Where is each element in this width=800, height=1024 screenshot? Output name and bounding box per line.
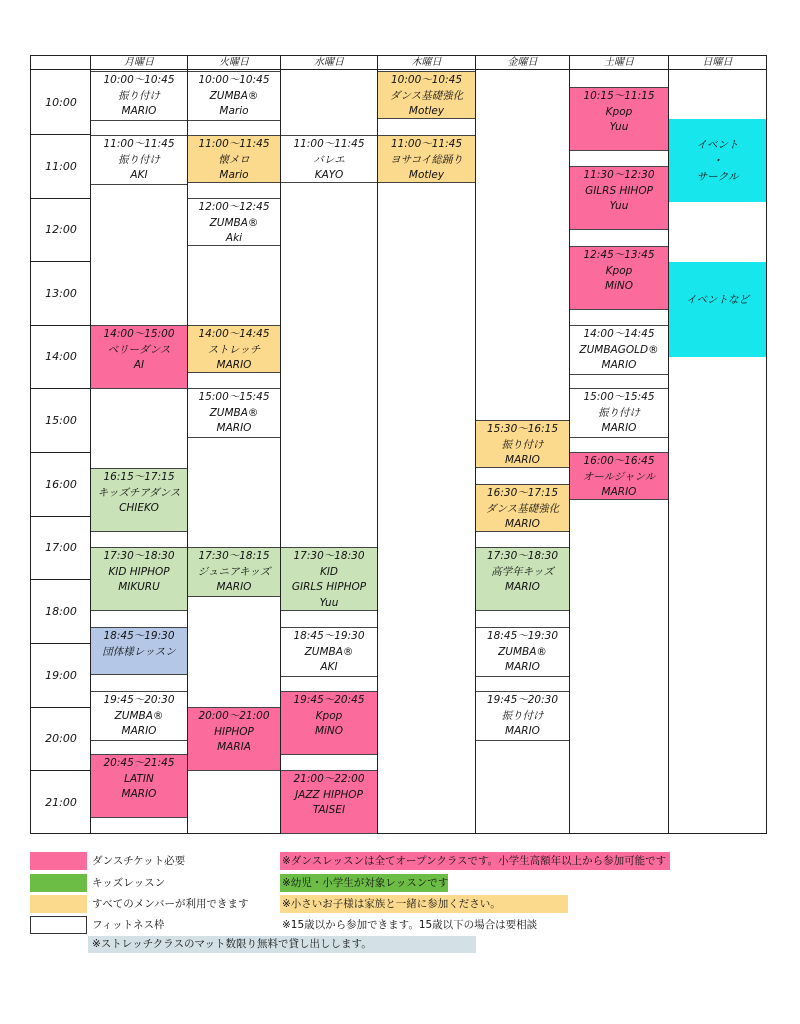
class-instructor: MARIO: [121, 105, 157, 117]
class-name: ダンス基礎強化: [389, 89, 464, 102]
class-block[interactable]: [570, 452, 668, 500]
class-name: ZUMBA®: [209, 89, 259, 102]
class-block[interactable]: [570, 325, 668, 375]
class-instructor: MARIO: [505, 661, 540, 673]
class-time: 14:00～15:00: [103, 328, 175, 340]
row-divider: [31, 452, 91, 453]
class-instructor: MARIO: [505, 518, 540, 530]
class-name: KID HIPHOP: [108, 565, 170, 578]
legend-swatch-yellow: [30, 895, 87, 913]
class-name: 振り付け: [118, 153, 160, 166]
event-dot: ・: [712, 155, 723, 167]
class-time: 18:45～19:30: [103, 630, 175, 642]
class-time: 11:00～11:45: [293, 138, 365, 150]
class-block[interactable]: [91, 627, 187, 675]
class-instructor: AKI: [130, 169, 148, 181]
class-time: 19:45～20:30: [486, 694, 559, 706]
class-name: 振り付け: [598, 406, 640, 419]
class-name: Kpop: [315, 709, 343, 722]
class-name: ZUMBA®: [209, 406, 259, 419]
class-name: 団体様レッスン: [102, 645, 176, 658]
class-name: ヨサコイ総踊り: [390, 153, 463, 166]
legend-note: ※15歳以から参加できます。15歳以下の場合は要相談: [282, 919, 538, 931]
class-time: 11:00～11:45: [390, 138, 463, 150]
class-name: Kpop: [605, 264, 633, 277]
legend-label: すべてのメンバーが利用できます: [92, 898, 249, 910]
class-time: 18:45～19:30: [486, 630, 559, 642]
class-name: KID: [319, 565, 339, 578]
class-block[interactable]: [91, 754, 187, 818]
row-divider: [31, 643, 91, 644]
row-divider: [31, 261, 91, 262]
class-block[interactable]: [378, 135, 475, 183]
class-instructor: MIKURU: [118, 581, 160, 593]
class-name: LATIN: [124, 772, 154, 785]
class-instructor: Motley: [408, 169, 445, 181]
class-time: 21:00～22:00: [293, 773, 365, 785]
class-name: ZUMBAGOLD®: [579, 343, 659, 356]
class-block[interactable]: [281, 691, 377, 755]
class-name: キッズチアダンス: [97, 486, 181, 499]
class-time: 19:45～20:45: [293, 694, 365, 706]
class-name: 懐メロ: [218, 153, 250, 166]
event-label: イベントなど: [686, 294, 749, 306]
class-instructor: Mario: [219, 169, 249, 181]
time-label: 10:00: [45, 96, 77, 109]
class-time: 20:00～21:00: [198, 710, 270, 722]
header-thursday: 木曜日: [378, 56, 476, 70]
class-block[interactable]: [91, 135, 187, 185]
class-instructor: Yuu: [609, 200, 629, 212]
class-instructor: MARIO: [216, 581, 252, 593]
class-name: ZUMBA®: [304, 645, 354, 658]
time-label: 16:00: [45, 478, 77, 491]
header-tuesday: 火曜日: [188, 56, 281, 70]
header-monday: 月曜日: [91, 56, 188, 70]
class-block[interactable]: [91, 691, 187, 741]
class-name: GILRS HIHOP: [585, 184, 653, 197]
legend-note: ※小さいお子様は家族と一緒に参加ください。: [280, 895, 568, 913]
class-name: バレエ: [313, 153, 345, 166]
class-time: 10:00～10:45: [103, 74, 175, 86]
class-block[interactable]: [281, 627, 377, 677]
class-name: ベリーダンス: [107, 343, 171, 356]
row-divider: [31, 198, 91, 199]
class-time: 10:00～10:45: [390, 74, 463, 86]
class-block[interactable]: [570, 246, 668, 310]
footer-note: ※ストレッチクラスのマット数限り無料で貸し出しします。: [88, 936, 476, 953]
class-block[interactable]: [570, 87, 668, 151]
time-label: 11:00: [45, 160, 77, 173]
legend-swatch-pink: [30, 852, 87, 870]
class-name: 振り付け: [501, 709, 544, 722]
class-instructor: Motley: [408, 105, 445, 117]
class-block[interactable]: [91, 547, 187, 611]
class-block[interactable]: [188, 71, 280, 121]
class-block[interactable]: [188, 135, 280, 183]
row-divider: [31, 707, 91, 708]
class-time: 12:00～12:45: [198, 201, 270, 213]
class-time: 12:45～13:45: [583, 249, 655, 261]
timetable: [30, 55, 767, 834]
class-block[interactable]: [188, 707, 280, 771]
class-time: 20:45～21:45: [103, 757, 175, 769]
time-label: 13:00: [45, 287, 77, 300]
time-label: 18:00: [45, 605, 77, 618]
class-block[interactable]: [91, 325, 187, 389]
class-instructor: MARIO: [216, 422, 252, 434]
class-instructor: Mario: [219, 105, 249, 117]
class-time: 11:00～11:45: [198, 138, 270, 150]
event-block[interactable]: [669, 119, 766, 202]
class-name-line2: GIRLS HIPHOP: [291, 581, 367, 593]
class-block[interactable]: [476, 420, 569, 468]
class-time: 17:30～18:30: [486, 550, 559, 562]
class-instructor: MiNO: [604, 280, 634, 292]
time-label: 20:00: [45, 732, 77, 745]
class-instructor: KAYO: [314, 169, 344, 181]
class-instructor: MARIO: [121, 788, 157, 800]
class-instructor: Yuu: [609, 121, 629, 133]
legend-swatch-white: [30, 916, 87, 934]
class-instructor: Aki: [225, 232, 243, 244]
class-time: 17:30～18:30: [293, 550, 365, 562]
class-time: 15:00～15:45: [583, 391, 655, 403]
class-name: オールジャンル: [582, 470, 656, 483]
class-name: ZUMBA®: [209, 216, 259, 229]
class-time: 10:00～10:45: [198, 74, 270, 86]
class-block[interactable]: [281, 135, 377, 183]
class-time: 10:15～11:15: [583, 90, 655, 102]
class-name: HIPHOP: [214, 725, 254, 738]
class-instructor: Yuu: [319, 596, 339, 609]
class-name: Kpop: [605, 105, 633, 118]
row-divider: [31, 579, 91, 580]
class-block[interactable]: [476, 627, 569, 677]
class-name: 振り付け: [118, 89, 160, 102]
class-block[interactable]: [570, 388, 668, 438]
class-instructor: MARIO: [601, 359, 637, 371]
class-instructor: AKI: [320, 661, 338, 673]
class-time: 15:30～16:15: [486, 423, 559, 435]
class-instructor: AI: [133, 359, 145, 371]
header-sunday: 日曜日: [669, 56, 766, 70]
row-divider: [31, 134, 91, 135]
class-instructor: MARIA: [217, 741, 251, 753]
time-label: 21:00: [45, 796, 77, 809]
class-time: 15:00～15:45: [198, 391, 270, 403]
class-time: 16:00～16:45: [583, 455, 655, 467]
header-corner: [31, 56, 91, 70]
class-time: 14:00～14:45: [198, 328, 270, 340]
class-instructor: MARIO: [505, 725, 540, 737]
event-label: イベント: [696, 139, 739, 151]
class-instructor: CHIEKO: [119, 502, 159, 514]
class-name: ジュニアキッズ: [197, 565, 271, 578]
column-divider: [377, 70, 378, 833]
class-time: 19:45～20:30: [103, 694, 175, 706]
event-label-line2: サークル: [696, 171, 739, 183]
class-block[interactable]: [91, 468, 187, 532]
class-time: 11:00～11:45: [103, 138, 175, 150]
row-divider: [31, 388, 91, 389]
time-label: 14:00: [45, 350, 77, 363]
class-instructor: MARIO: [121, 725, 157, 737]
class-instructor: TAISEI: [312, 804, 346, 816]
header-saturday: 土曜日: [570, 56, 669, 70]
class-block[interactable]: [91, 71, 187, 121]
header-wednesday: 水曜日: [281, 56, 378, 70]
legend-note: ※ダンスレッスンは全てオープンクラスです。小学生高額年以上から参加可能です: [280, 852, 670, 870]
class-block[interactable]: [378, 71, 475, 119]
row-divider: [31, 516, 91, 517]
class-time: 18:45～19:30: [293, 630, 365, 642]
legend-label: ダンスチケット必要: [92, 855, 186, 867]
class-block[interactable]: [281, 770, 377, 834]
class-block[interactable]: [188, 198, 280, 246]
class-block[interactable]: [188, 388, 280, 438]
class-time: 17:30～18:15: [198, 550, 270, 562]
legend-swatch-green: [30, 874, 87, 892]
legend-note: ※幼児・小学生が対象レッスンです: [280, 874, 448, 892]
class-time: 16:30～17:15: [486, 487, 559, 499]
class-block[interactable]: [188, 547, 280, 597]
class-instructor: MARIO: [505, 581, 540, 593]
class-block[interactable]: [476, 484, 569, 532]
class-name: 振り付け: [501, 438, 544, 451]
event-block[interactable]: [669, 262, 766, 357]
class-instructor: MARIO: [216, 359, 252, 371]
class-instructor: MARIO: [601, 422, 637, 434]
class-name: ダンス基礎強化: [485, 502, 560, 515]
class-name: 高学年キッズ: [491, 565, 554, 578]
time-label: 12:00: [45, 223, 77, 236]
class-time: 16:15～17:15: [103, 471, 175, 483]
time-label: 17:00: [45, 541, 77, 554]
class-instructor: MARIO: [505, 454, 540, 466]
class-block[interactable]: [281, 547, 377, 611]
class-name: ZUMBA®: [498, 645, 547, 658]
row-divider: [31, 325, 91, 326]
time-label: 15:00: [45, 414, 77, 427]
class-name: ストレッチ: [207, 343, 261, 356]
row-divider: [31, 770, 91, 771]
class-time: 11:30～12:30: [583, 169, 655, 181]
class-instructor: MiNO: [314, 725, 344, 737]
class-block[interactable]: [476, 691, 569, 741]
legend-label: キッズレッスン: [92, 877, 166, 889]
legend-label: フィットネス枠: [92, 919, 165, 931]
class-block[interactable]: [476, 547, 569, 611]
class-name: ZUMBA®: [114, 709, 164, 722]
class-block[interactable]: [570, 166, 668, 230]
class-instructor: MARIO: [601, 486, 637, 498]
class-time: 17:30～18:30: [103, 550, 175, 562]
class-name: JAZZ HIPHOP: [295, 788, 363, 801]
time-label: 19:00: [45, 669, 77, 682]
header-friday: 金曜日: [476, 56, 570, 70]
class-block[interactable]: [188, 325, 280, 373]
class-time: 14:00～14:45: [583, 328, 655, 340]
